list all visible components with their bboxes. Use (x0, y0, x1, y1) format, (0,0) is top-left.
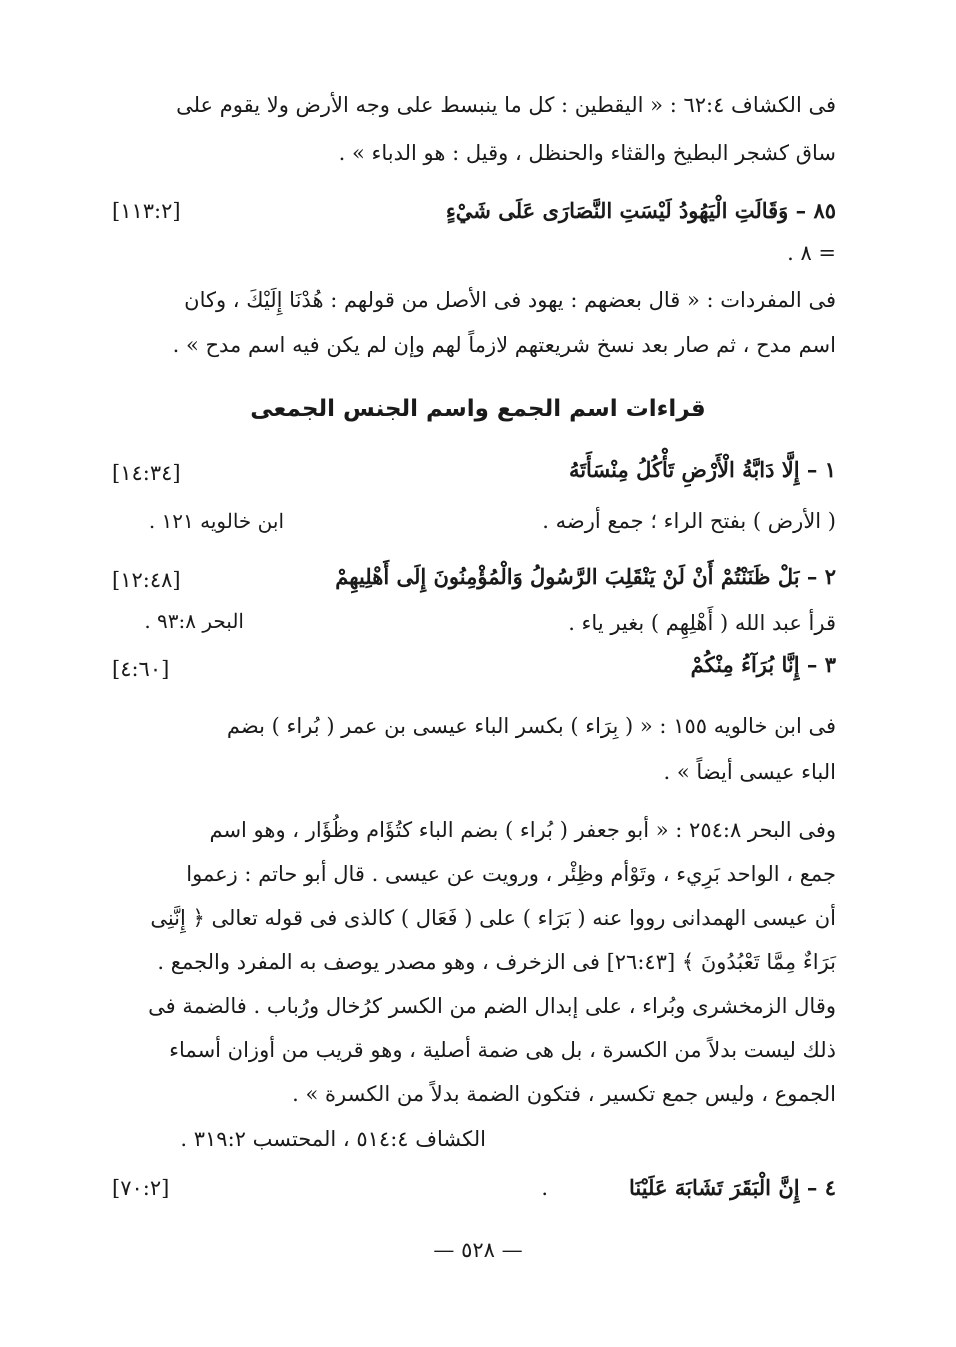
verse-2: ٢ – بَلْ ظَنَنْتُمْ أَنْ لَنْ يَنْقَلِبَ الرَّسُولُ وَالْمُؤْمِنُونَ إِلَى أَهْلِيهِمْ (335, 564, 836, 589)
verse-1: ١ – إِلَّا دَابَّةُ الْأَرْضِ تَأْكُلُ مِنْسَأَتَهُ (568, 457, 836, 482)
verse-continuation: = ٨ . (787, 241, 836, 265)
source-citation: الكشاف ٥١٤:٤ ، المحتسب ٣١٩:٢ . (180, 1127, 486, 1151)
paragraph-line: أن عيسى الهمدانى رووا عنه ( بَرَاء ) على ( فَعَال ) كالذى فى قوله تعالى ﴿ إِنَّنِى (150, 906, 836, 930)
source-citation: ابن خالويه ١٢١ . (148, 509, 284, 533)
verse-reference: [٤:٦٠] (112, 657, 170, 681)
verse-85: ٨٥ – وَقَالَتِ الْيَهُودُ لَيْسَتِ النَّصَارَى عَلَى شَيْءٍ (445, 198, 836, 223)
verse-3: ٣ – إِنَّا بُرَآءُ مِنْكُمْ (690, 652, 836, 677)
paragraph-line: فى المفردات : « قال بعضهم : يهود فى الأصل من قولهم : هُدْنَا إِلَيْكَ ، وكان (184, 288, 836, 312)
verse-dot: . (541, 1176, 548, 1200)
paragraph-line: الباء عيسى أيضاً » . (663, 760, 836, 784)
verse-reference: [١٢:٤٨] (112, 568, 181, 592)
verse-reference: [١١٣:٢] (112, 199, 181, 223)
paragraph-line: ذلك ليست بدلاً من الكسرة ، بل هى ضمة أصلية ، وهو قريب من أوزان أسماء (169, 1038, 836, 1062)
paragraph-line: جمع ، الواحد بَرِيء ، وتَوْأم وظِئْر ، ورويت عن عيسى . قال أبو حاتم : زعموا (186, 862, 836, 886)
paragraph-line: فى ابن خالويه ١٥٥ : « ( بِرَاء ) بكسر الباء عيسى بن عمر ( بُراء ) بضم (226, 714, 836, 738)
section-title: قراءات اسم الجمع واسم الجنس الجمعى (250, 396, 706, 422)
paragraph-line: وقال الزمخشرى وبُراء ، على إبدال الضم من الكسر كرُخال ورُباب . فالضمة فى (148, 994, 836, 1018)
paragraph-line: اسم مدح ، ثم صار بعد نسخ شريعتهم لازماً لهم وإن لم يكن فيه اسم مدح » . (172, 333, 836, 357)
paragraph-line: ساق كشجر البطيخ والقثاء والحنظل ، وقيل : هو الدباء » . (338, 141, 836, 165)
paragraph-line: وفى البحر ٢٥٤:٨ : « أبو جعفر ( بُراء ) بضم الباء كتُؤَام وظُؤَار ، وهو اسم (209, 818, 836, 842)
verse-4: ٤ – إِنَّ الْبَقَرَ تَشَابَهَ عَلَيْنَا (628, 1175, 836, 1200)
verse-reference: [١٤:٣٤] (112, 461, 181, 485)
source-citation: البحر ٩٣:٨ . (144, 609, 244, 633)
paragraph-line: فى الكشاف ٦٢:٤ : « اليقطين : كل ما ينبسط على وجه الأرض ولا يقوم على (176, 93, 836, 117)
verse-reference: [٧٠:٢] (112, 1176, 170, 1200)
paragraph-line: الجموع ، وليس جمع تكسير ، فتكون الضمة بدلاً من الكسرة » . (292, 1082, 836, 1106)
paragraph-line: بَرَاءٌ مِمَّا تَعْبُدُونَ ﴾ [٢٦:٤٣] فى الزخرف ، وهو مصدر يوصف به المفرد والجمع . (157, 950, 836, 974)
page-number: — ٥٢٨ — (433, 1238, 523, 1262)
reading-note: قرأ عبد الله ( أَهْلِهِم ) بغير ياء . (568, 611, 836, 635)
reading-note: ( الأرض ) بفتح الراء ؛ جمع أرضه . (542, 509, 836, 533)
